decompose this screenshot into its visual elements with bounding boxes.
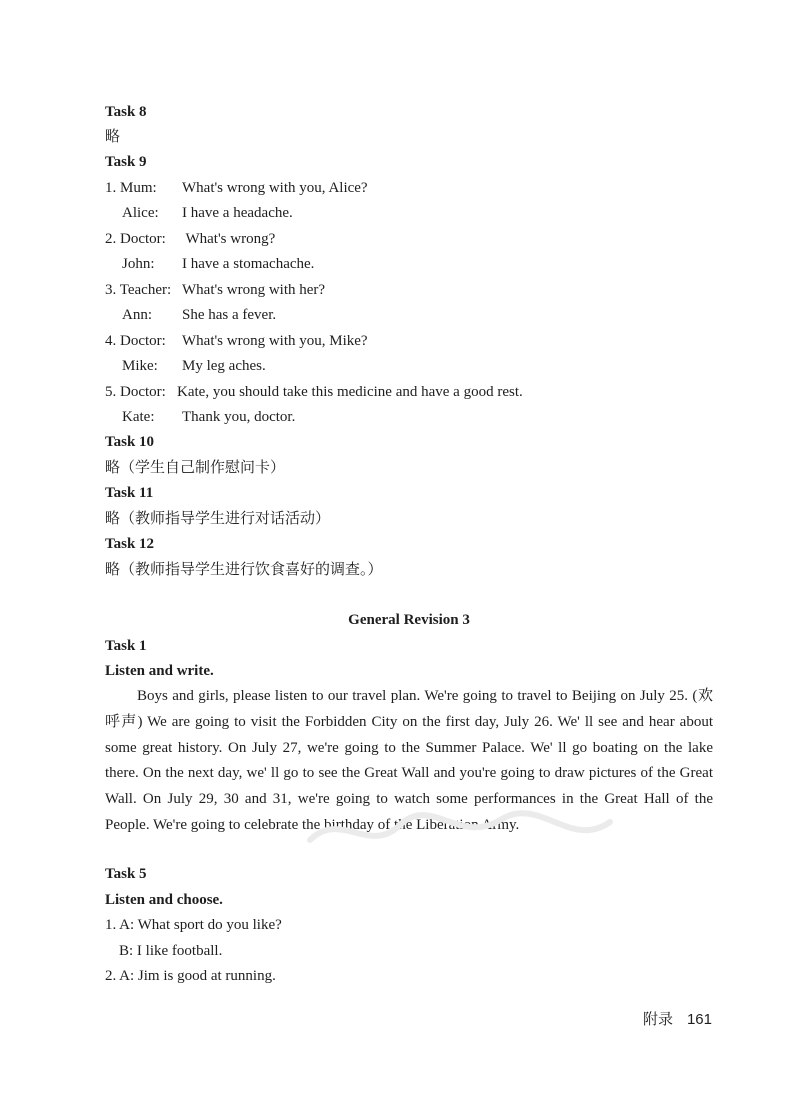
dialog-line bbox=[122, 254, 314, 274]
utterance: She has a fever. bbox=[182, 307, 277, 323]
task5-line: B: I like football. bbox=[119, 943, 223, 959]
utterance: What's wrong with you, Mike? bbox=[182, 333, 368, 349]
speaker: Kate: bbox=[122, 409, 155, 425]
speaker: John: bbox=[122, 256, 155, 272]
task5-subtitle: Listen and choose. bbox=[105, 892, 223, 908]
task1-paragraph: Boys and girls, please listen to our travel plan. We're going to travel to Beijing on July 25. (欢呼声) We are going to visit the Forbidden City on the first day, July 26. We' ll see and hear about some great history. On July 27, we're going to the Summer Palace. We' ll go boating on the lake there. On the next day, we' ll go to see the Great Wall and you're going to draw pictures of the Great Wall. On July 29, 30 and 31, we're going to watch some performances in the Great Hall of the People. We're going to celebrate the birthday of the Liberation Army. bbox=[105, 688, 713, 833]
speaker: 4. Doctor: bbox=[105, 333, 166, 349]
task8-body: 略 bbox=[105, 129, 121, 145]
task5-title: Task 5 bbox=[105, 866, 147, 882]
utterance: My leg aches. bbox=[182, 358, 266, 374]
utterance: Thank you, doctor. bbox=[182, 409, 296, 425]
utterance: What's wrong with you, Alice? bbox=[182, 180, 368, 196]
task11-body: 略（教师指导学生进行对话活动） bbox=[105, 511, 331, 527]
task12-body: 略（教师指导学生进行饮食喜好的调查。） bbox=[105, 562, 383, 578]
utterance: What's wrong? bbox=[182, 231, 276, 247]
task1-title: Task 1 bbox=[105, 638, 147, 654]
speaker: Ann: bbox=[122, 307, 152, 323]
speaker: 3. Teacher: bbox=[105, 282, 172, 298]
task5-line: 1. A: What sport do you like? bbox=[105, 917, 282, 933]
utterance: I have a headache. bbox=[182, 205, 293, 221]
dialog-line bbox=[105, 178, 368, 198]
task10-body: 略（学生自己制作慰问卡） bbox=[105, 460, 286, 476]
dialog-line bbox=[105, 280, 325, 300]
speaker: Alice: bbox=[122, 205, 159, 221]
dialog-line bbox=[122, 305, 276, 325]
page-footer bbox=[643, 1010, 712, 1030]
speaker: Mike: bbox=[122, 358, 158, 374]
task11-title: Task 11 bbox=[105, 485, 154, 501]
dialog-line bbox=[105, 229, 275, 249]
task10-title: Task 10 bbox=[105, 434, 155, 450]
page-number: 161 bbox=[686, 1011, 712, 1028]
speaker: 1. Mum: bbox=[105, 180, 157, 196]
speaker: 2. Doctor: bbox=[105, 231, 166, 247]
dialog-line bbox=[122, 407, 295, 427]
dialog-line bbox=[105, 382, 523, 402]
faint-watermark bbox=[300, 800, 620, 860]
speaker: 5. Doctor: bbox=[105, 384, 166, 400]
utterance: What's wrong with her? bbox=[182, 282, 326, 298]
task1-subtitle: Listen and write. bbox=[105, 663, 214, 679]
section-heading: General Revision 3 bbox=[348, 612, 470, 628]
dialog-line bbox=[122, 203, 293, 223]
task8-title: Task 8 bbox=[105, 104, 147, 120]
task9-title: Task 9 bbox=[105, 154, 147, 170]
utterance: Kate, you should take this medicine and have a good rest. bbox=[177, 384, 523, 400]
appendix-label: 附录 bbox=[642, 1011, 673, 1028]
utterance: I have a stomachache. bbox=[182, 256, 315, 272]
dialog-line bbox=[105, 331, 368, 351]
dialog-line bbox=[122, 356, 266, 376]
task5-line: 2. A: Jim is good at running. bbox=[105, 968, 276, 984]
task12-title: Task 12 bbox=[105, 536, 155, 552]
